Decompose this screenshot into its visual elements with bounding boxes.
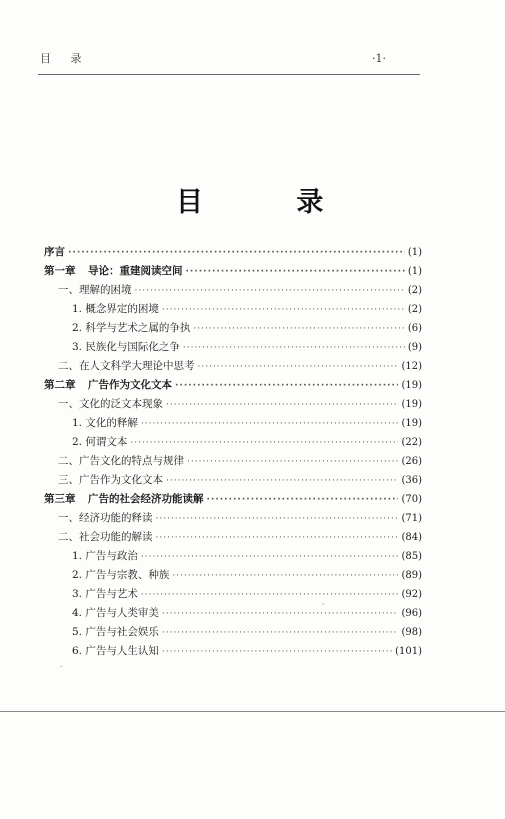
toc-entry-text: 3. 广告与艺术: [72, 588, 138, 600]
toc-entry[interactable]: [44, 301, 422, 317]
scan-speck: ·: [322, 600, 325, 609]
toc-entry-label: [44, 263, 183, 278]
toc-chapter-entry[interactable]: [44, 244, 422, 260]
toc-entry-text: 序言: [44, 246, 65, 258]
toc-entry-label: [72, 586, 138, 601]
toc-entry[interactable]: [44, 434, 422, 450]
toc-page-number: (19): [401, 380, 422, 391]
toc-page-number: (98): [401, 627, 422, 638]
toc-leader-dots: [207, 495, 399, 505]
toc-entry-text: 二、社会功能的解读: [58, 531, 153, 543]
toc-leader-dots: [162, 305, 405, 315]
toc-entry-label: [72, 415, 138, 430]
toc-page-number: (26): [401, 456, 422, 467]
toc-entry[interactable]: [44, 415, 422, 431]
toc-entry-label: [72, 339, 180, 354]
page-title: 目 录: [176, 187, 366, 218]
toc-entry-text: 5. 广告与社会娱乐: [72, 626, 159, 638]
toc-entry[interactable]: [44, 605, 422, 621]
toc-entry-text: 4. 广告与人类审美: [72, 607, 159, 619]
bottom-rule: [0, 711, 505, 712]
toc-entry-text: 6. 广告与人生认知: [72, 645, 159, 657]
toc-page-number: (70): [401, 494, 422, 505]
toc-entry-label: [72, 624, 159, 639]
toc-page-number: (101): [395, 646, 422, 657]
toc-chapter-entry[interactable]: [44, 377, 422, 393]
toc-leader-dots: [198, 362, 399, 372]
running-header-title: 目 录: [40, 52, 90, 65]
toc-leader-dots: [156, 514, 399, 524]
toc-entry-text: 1. 文化的释解: [72, 417, 138, 429]
toc-entry-text: 三、广告作为文化文本: [58, 474, 163, 486]
toc-entry-text: 二、广告文化的特点与规律: [58, 455, 184, 467]
toc-chapter-entry[interactable]: [44, 491, 422, 507]
toc-leader-dots: [162, 647, 392, 657]
toc-leader-dots: [141, 419, 399, 429]
toc-entry-label: [58, 529, 153, 544]
toc-leader-dots: [175, 381, 398, 391]
toc-entry[interactable]: [44, 320, 422, 336]
toc-entry-label: [58, 396, 163, 411]
toc-page-number: (19): [401, 418, 422, 429]
toc-entry-label: [72, 548, 138, 563]
toc-entry[interactable]: [44, 586, 422, 602]
toc-entry-label: [72, 434, 127, 449]
toc-entry[interactable]: [44, 548, 422, 564]
toc-entry-label: [44, 377, 172, 392]
toc-leader-dots: [193, 324, 404, 334]
toc-page-number: (85): [401, 551, 422, 562]
toc-entry-text: 2. 广告与宗教、种族: [72, 569, 170, 581]
toc-leader-dots: [135, 286, 405, 296]
toc-entry-text: 2. 科学与艺术之属的争执: [72, 322, 191, 334]
toc-entry-label: [58, 472, 163, 487]
toc-entry-label: [72, 643, 159, 658]
toc-entry-label: [58, 453, 184, 468]
toc-entry-label: [72, 301, 159, 316]
toc-entry-label: [58, 282, 132, 297]
toc-entry-text: 1. 广告与政治: [72, 550, 138, 562]
toc-leader-dots: [68, 248, 405, 258]
toc-entry[interactable]: [44, 624, 422, 640]
toc-entry[interactable]: [44, 358, 422, 374]
toc-entry-label: [58, 358, 195, 373]
toc-entry-text: 二、在人文科学大理论中思考: [58, 360, 195, 372]
scan-speck: .: [60, 660, 63, 669]
toc-entry-text: 3. 民族化与国际化之争: [72, 341, 180, 353]
toc-page-number: (2): [407, 285, 422, 296]
toc-entry[interactable]: [44, 529, 422, 545]
toc-entry-label: [44, 491, 204, 506]
toc-leader-dots: [172, 571, 398, 581]
toc-page-number: (1): [407, 247, 422, 258]
toc-page-number: (12): [401, 361, 422, 372]
toc-entry-text: 一、经济功能的释读: [58, 512, 153, 524]
toc-leader-dots: [141, 552, 399, 562]
toc-entry-label: [44, 244, 65, 259]
toc-page-number: (22): [401, 437, 422, 448]
toc-entry-text: 导论：重建阅读空间: [88, 265, 183, 277]
toc-entry-text: 一、文化的泛文本现象: [58, 398, 163, 410]
toc-entry[interactable]: [44, 643, 422, 659]
toc-entry-text: 2. 何谓文本: [72, 436, 128, 448]
running-header-page-number: ·1·: [372, 52, 386, 65]
toc-entry[interactable]: [44, 339, 422, 355]
toc-entry[interactable]: [44, 396, 422, 412]
toc-page-number: (92): [401, 589, 422, 600]
toc-leader-dots: [162, 609, 399, 619]
toc-chapter-number: 第三章: [44, 493, 76, 505]
toc-page-number: (1): [407, 266, 422, 277]
toc-chapter-entry[interactable]: [44, 263, 422, 279]
toc-entry[interactable]: [44, 282, 422, 298]
toc-entry[interactable]: [44, 510, 422, 526]
toc-entry-label: [72, 605, 159, 620]
toc-entry[interactable]: [44, 567, 422, 583]
toc-leader-dots: [186, 267, 405, 277]
toc-entry-text: 广告的社会经济功能读解: [88, 493, 204, 505]
toc-page-number: (9): [407, 342, 422, 353]
toc-page-number: (2): [407, 304, 422, 315]
toc-page-number: (96): [401, 608, 422, 619]
toc-page-number: (36): [401, 475, 422, 486]
toc-page-number: (6): [407, 323, 422, 334]
toc-leader-dots: [162, 628, 399, 638]
toc-page-number: (89): [401, 570, 422, 581]
toc-entry-label: [72, 567, 169, 582]
toc-leader-dots: [166, 476, 398, 486]
toc-entry[interactable]: [44, 472, 422, 488]
toc-entry-text: 广告作为文化文本: [88, 379, 172, 391]
toc-leader-dots: [156, 533, 399, 543]
toc-entry-text: 1. 概念界定的困境: [72, 303, 159, 315]
toc-chapter-number: 第一章: [44, 265, 76, 277]
toc-page-number: (84): [401, 532, 422, 543]
toc-leader-dots: [183, 343, 405, 353]
header-rule: [38, 74, 420, 75]
toc-leader-dots: [187, 457, 398, 467]
toc-leader-dots: [166, 400, 398, 410]
toc-chapter-number: 第二章: [44, 379, 76, 391]
toc-entry-label: [58, 510, 153, 525]
toc-leader-dots: [141, 590, 399, 600]
toc-entry-text: 一、理解的困境: [58, 284, 132, 296]
toc-leader-dots: [130, 438, 398, 448]
toc-entry[interactable]: [44, 453, 422, 469]
toc-page-number: (71): [401, 513, 422, 524]
toc-page-number: (19): [401, 399, 422, 410]
toc-entry-label: [72, 320, 190, 335]
